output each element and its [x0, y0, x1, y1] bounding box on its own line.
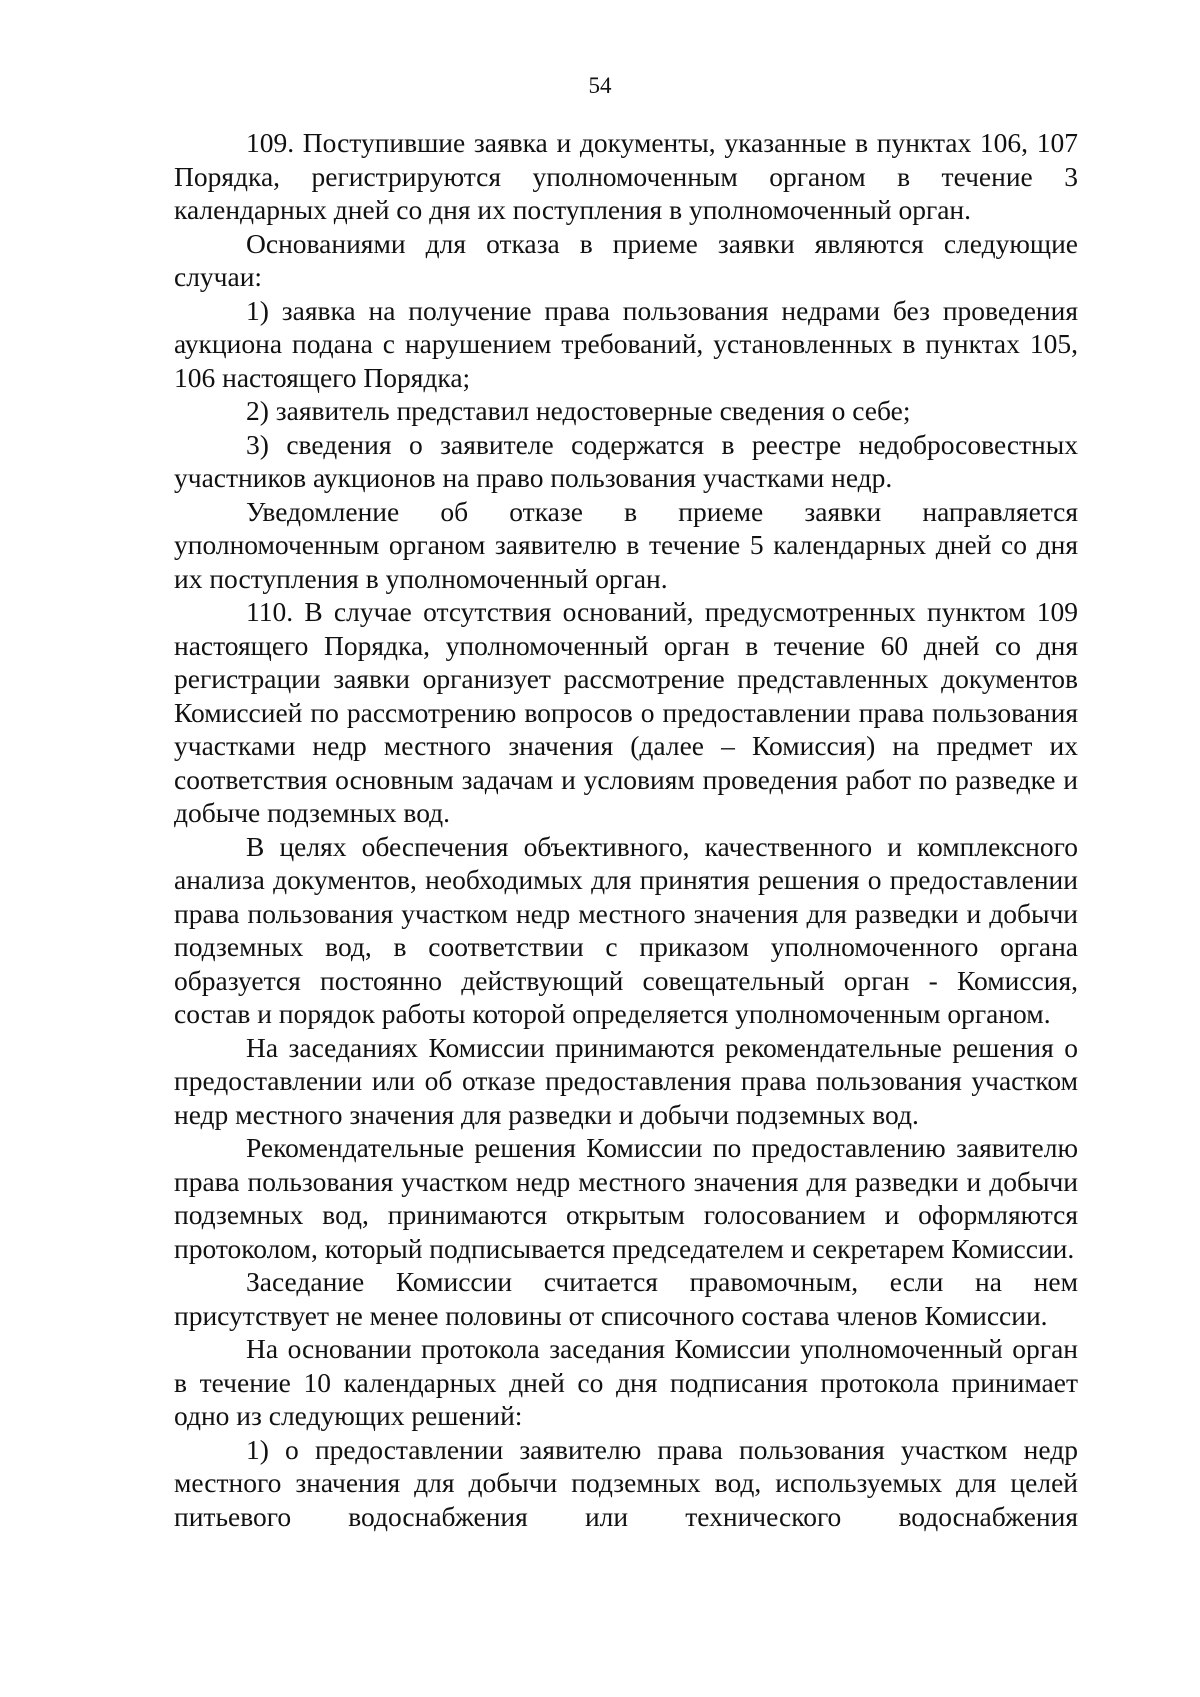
list-item-2: 2) заявитель представил недостоверные сведения о себе; — [246, 395, 911, 426]
paragraph-quorum: Заседание Комиссии считается правомочным, если на нем присутствует не менее половины от списочного состава членов Комиссии. — [174, 1266, 1078, 1331]
paragraph-recommendations: Рекомендательные решения Комиссии по предоставлению заявителю права пользования участком недр местного значения для разведки и добычи подземных вод, принимаются открытым голосованием и оформляются протоколом, который подписывается председателем и секретарем Комиссии. — [174, 1132, 1078, 1264]
paragraph-refusal-grounds: Основаниями для отказа в приеме заявки являются следующие случаи: — [174, 227, 1078, 292]
document-body — [174, 126, 1078, 1533]
paragraph-notification: Уведомление об отказе в приеме заявки направляется уполномоченным органом заявителю в течение 5 календарных дней со дня их поступления в уполномоченный орган. — [174, 495, 1078, 594]
decision-item-1: 1) о предоставлении заявителю права пользования участком недр местного значения для добычи подземных вод, используемых для целей питьевого водоснабжения или технического водоснабжения — [174, 1433, 1078, 1532]
paragraph-commission-meetings: На заседаниях Комиссии принимаются рекомендательные решения о предоставлении или об отказе предоставления права пользования участком недр местного значения для разведки и добычи подземных вод. — [174, 1031, 1078, 1130]
page-number: 54 — [588, 73, 612, 98]
list-item-1: 1) заявка на получение права пользования недрами без проведения аукциона подана с нарушением требований, установленных в пунктах 105, 106 настоящего Порядка; — [174, 294, 1078, 393]
paragraph-110: 110. В случае отсутствия оснований, предусмотренных пунктом 109 настоящего Порядка, уполномоченный орган в течение 60 дней со дня регистрации заявки организует рассмотрение представленных документов Комиссией по рассмотрению вопросов о предоставлении права пользования участками недр местного значения (далее – Комиссия) на предмет их соответствия основным задачам и условиям проведения работ по разведке и добыче подземных вод. — [174, 596, 1078, 828]
paragraph-109: 109. Поступившие заявка и документы, указанные в пунктах 106, 107 Порядка, регистрируются уполномоченным органом в течение 3 календарных дней со дня их поступления в уполномоченный орган. — [174, 127, 1078, 225]
list-item-3: 3) сведения о заявителе содержатся в реестре недобросовестных участников аукционов на право пользования участками недр. — [174, 428, 1078, 493]
paragraph-decisions: На основании протокола заседания Комиссии уполномоченный орган в течение 10 календарных дней со дня подписания протокола принимает одно из следующих решений: — [174, 1333, 1078, 1431]
paragraph-commission-purpose: В целях обеспечения объективного, качественного и комплексного анализа документов, необходимых для принятия решения о предоставлении права пользования участком недр местного значения для разведки и добычи подземных вод, в соответствии с приказом уполномоченного органа образуется постоянно действующий совещательный орган - Комиссия, состав и порядок работы которой определяется уполномоченным органом. — [174, 830, 1078, 1029]
